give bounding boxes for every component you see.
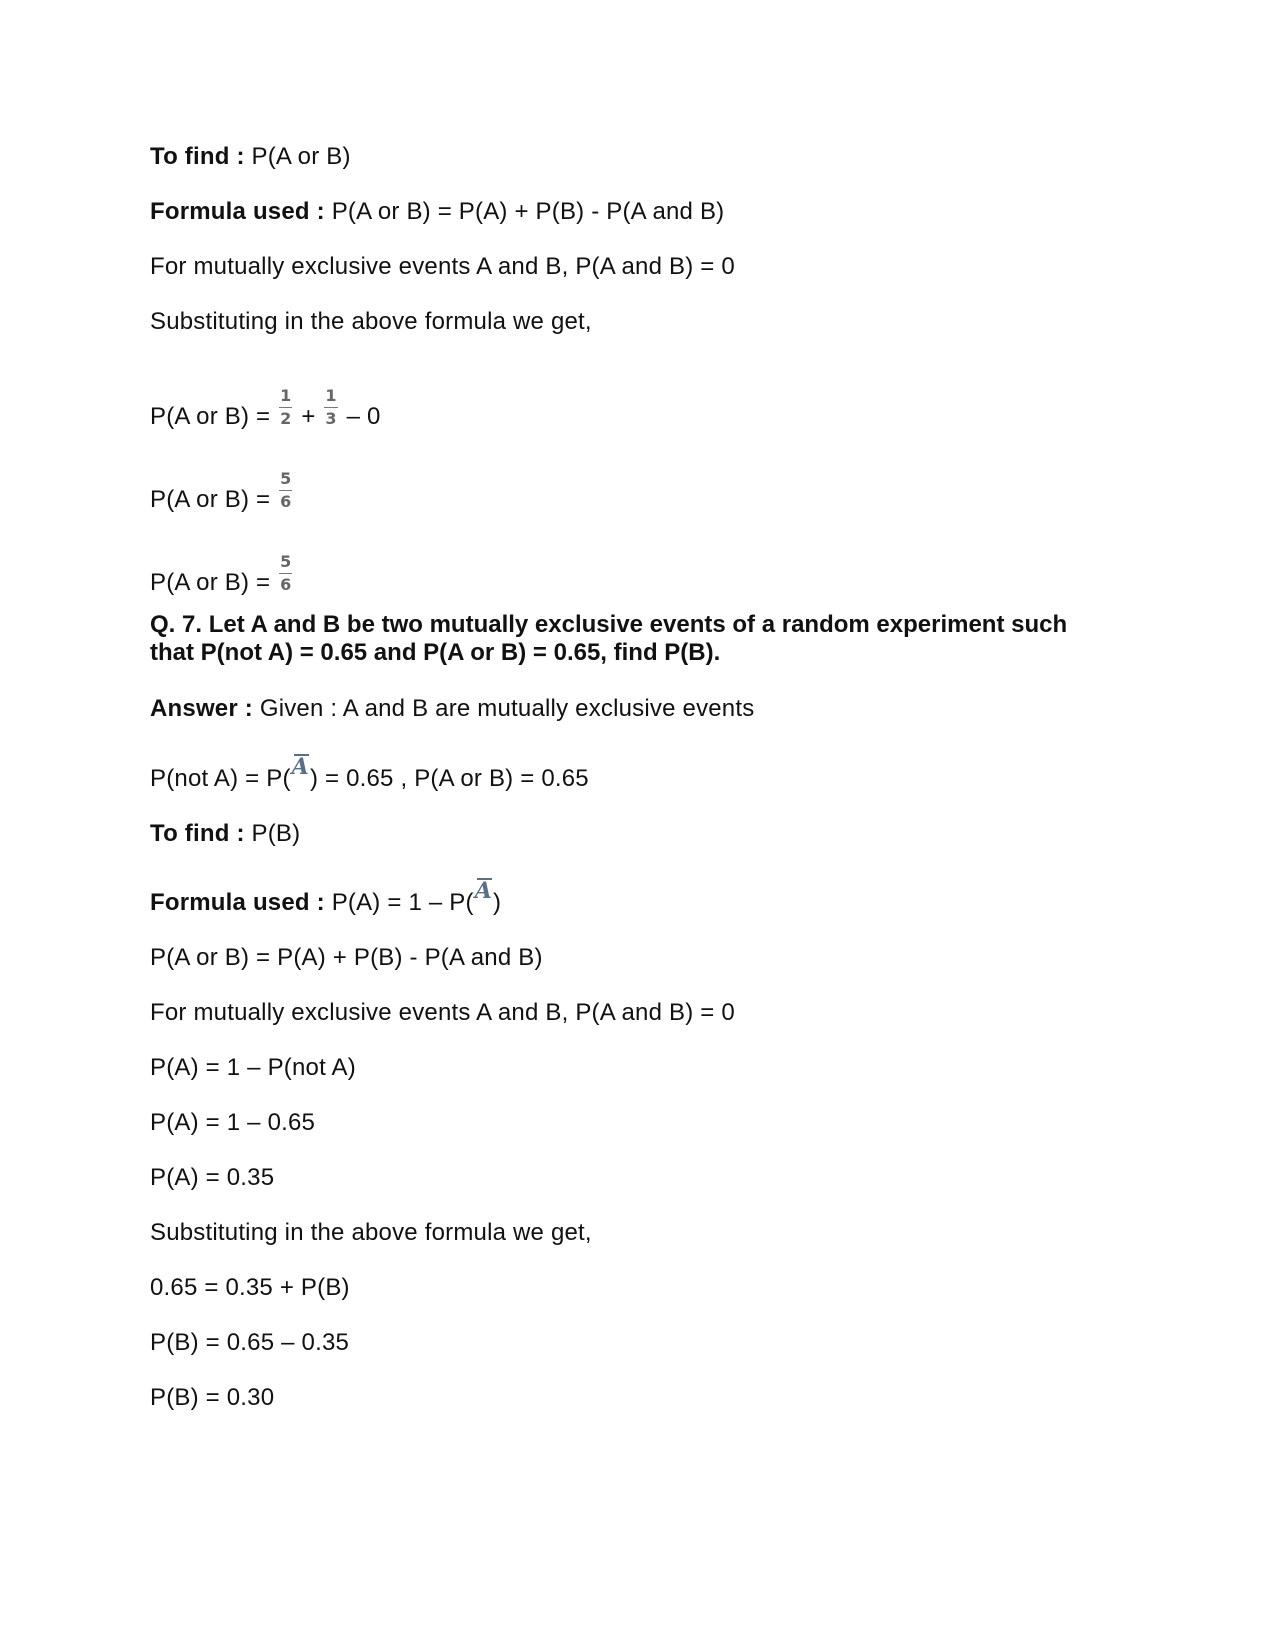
fraction-denominator: 6 — [280, 575, 292, 594]
result-line-2 — [150, 552, 294, 598]
given-prefix: P(not A) = P( — [150, 765, 291, 792]
fraction-numerator: 5 — [279, 470, 292, 491]
formula-used-line-2 — [150, 878, 502, 918]
fraction-five-sixths — [279, 470, 292, 511]
result-prefix: P(A or B) = — [150, 486, 278, 513]
a-bar-symbol: A — [474, 878, 492, 904]
step-line: P(A) = 0.35 — [150, 1164, 275, 1191]
to-find-line-2 — [150, 819, 300, 849]
given-suffix: ) = 0.65 , P(A or B) = 0.65 — [309, 765, 589, 792]
answer-label: Answer : — [150, 695, 253, 722]
step-line: P(A or B) = P(A) + P(B) - P(A and B) — [150, 944, 543, 971]
answer-text: Given : A and B are mutually exclusive events — [252, 695, 755, 722]
step-line: P(A) = 1 – P(not A) — [150, 1054, 356, 1081]
to-find-text: P(B) — [244, 820, 301, 847]
result-line-1 — [150, 469, 294, 515]
question-7: Q. 7. Let A and B be two mutually exclusive events of a random experiment such that P(not A) = 0.65 and P(A or B) = 0.65, find P(B). — [150, 611, 1068, 666]
to-find-label: To find : — [150, 143, 245, 170]
sum-equation-prefix: P(A or B) = — [150, 403, 278, 430]
formula-suffix: ) — [492, 889, 502, 916]
formula-used-line — [150, 197, 724, 227]
a-bar-symbol: A — [291, 754, 309, 780]
step-line: P(A) = 1 – 0.65 — [150, 1109, 316, 1136]
formula-used-label: Formula used : — [150, 198, 325, 225]
step-line: P(B) = 0.65 – 0.35 — [150, 1329, 350, 1356]
fraction-one-half — [279, 387, 292, 428]
fraction-denominator: 3 — [325, 409, 337, 428]
sum-equation-line — [150, 386, 381, 432]
answer-line — [150, 694, 754, 724]
result-prefix: P(A or B) = — [150, 569, 278, 596]
substituting-line: Substituting in the above formula we get, — [150, 308, 592, 335]
fraction-denominator: 6 — [280, 492, 292, 511]
mutually-exclusive-line: For mutually exclusive events A and B, P(A and B) = 0 — [150, 253, 735, 280]
final-answer-line: P(B) = 0.30 — [150, 1384, 275, 1411]
fraction-numerator: 1 — [324, 387, 337, 408]
fraction-one-third — [324, 387, 337, 428]
to-find-text: P(A or B) — [244, 143, 351, 170]
fraction-five-sixths — [279, 553, 292, 594]
fraction-numerator: 5 — [279, 553, 292, 574]
step-line: For mutually exclusive events A and B, P(A and B) = 0 — [150, 999, 735, 1026]
to-find-line — [150, 142, 351, 172]
fraction-numerator: 1 — [279, 387, 292, 408]
sum-equation-suffix: – 0 — [339, 403, 381, 430]
step-line: Substituting in the above formula we get, — [150, 1219, 592, 1246]
formula-used-text: P(A or B) = P(A) + P(B) - P(A and B) — [324, 198, 725, 225]
formula-used-label: Formula used : — [150, 889, 325, 916]
plus-sign: + — [294, 403, 323, 430]
given-line — [150, 754, 589, 794]
step-line: 0.65 = 0.35 + P(B) — [150, 1274, 350, 1301]
formula-prefix: P(A) = 1 – P( — [324, 889, 474, 916]
fraction-denominator: 2 — [280, 409, 292, 428]
to-find-label: To find : — [150, 820, 245, 847]
